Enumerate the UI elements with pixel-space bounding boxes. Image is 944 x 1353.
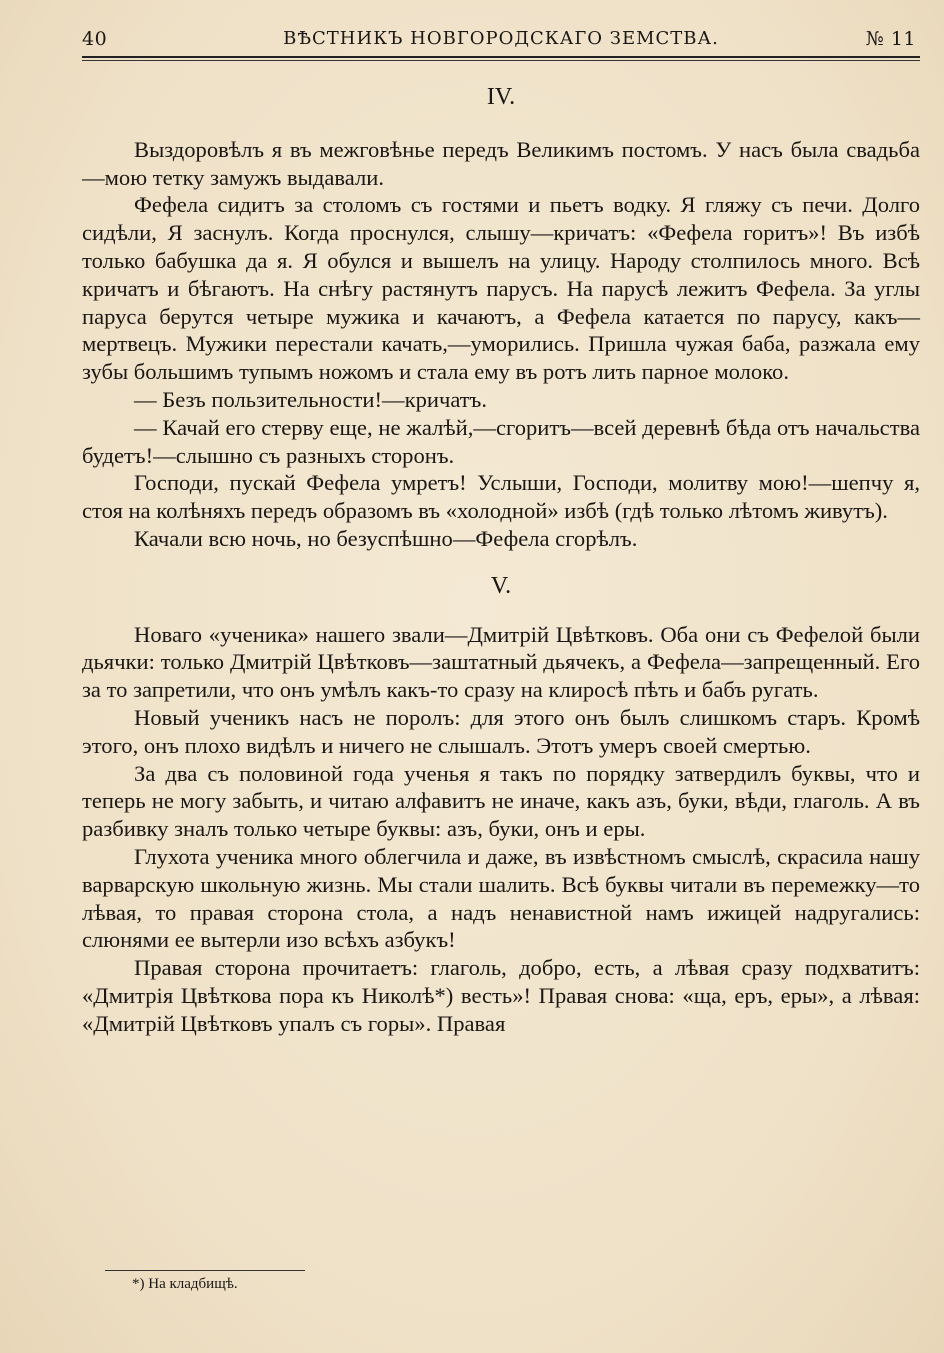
paragraph: За два съ половиной года ученья я такъ по порядку затвердилъ буквы, что и теперь не могу забыть, и читаю алфавитъ не иначе, какъ азъ, буки, вѣди, глаголь. А въ разбивку зналъ только четыре буквы: азъ, буки, онъ и еры. xyxy=(82,760,920,842)
paragraph: Глухота ученика много облегчила и даже, въ извѣстномъ смыслѣ, скрасила нашу варварскую школьную жизнь. Мы стали шалить. Всѣ буквы читали въ перемежку—то лѣвая, то правая сторона стола, а надъ ненавистной намъ ижицей надругались: слюнями ее вытерли изо всѣхъ азбукъ! xyxy=(82,843,920,953)
paragraph: Качали всю ночь, но безуспѣшно—Фефела сгорѣлъ. xyxy=(134,525,638,551)
paragraph: Правая сторона прочитаетъ: глаголь, добро, есть, а лѣвая сразу подхватитъ: «Дмитрія Цвѣткова пора къ Николѣ*) весть»! Правая снова: «ща, еръ, еры», а лѣвая: «Дмитрій Цвѣтковъ упалъ съ горы». Правая xyxy=(82,955,920,1036)
paragraph: — Качай его стерву еще, не жалѣй,—сгоритъ—всей деревнѣ бѣда отъ начальства будетъ!—слышно съ разныхъ сторонъ. xyxy=(82,414,920,468)
paragraph: Выздоровѣлъ я въ межговѣнье передъ Великимъ постомъ. У насъ была свадьба—мою тетку замужъ выдавали. xyxy=(82,136,920,190)
section-numeral-v: V. xyxy=(490,572,512,599)
issue-number: № 11 xyxy=(865,28,916,50)
footnote: *) На кладбищѣ. xyxy=(132,1276,238,1292)
header-rule xyxy=(82,56,920,58)
running-header xyxy=(82,28,920,56)
paragraph: Господи, пускай Фефела умретъ! Услыши, Господи, молитву мою!—шепчу я, стоя на колѣняхъ передъ образомъ въ «холодной» избѣ (гдѣ только лѣтомъ живутъ). xyxy=(82,470,920,524)
paragraph: Фефела сидитъ за столомъ съ гостями и пьетъ водку. Я гляжу съ печи. Долго сидѣли, Я заснулъ. Когда проснулся, слышу—кричатъ: «Фефела горитъ»! Въ избѣ только бабушка да я. Я обулся и вышелъ на улицу. Народу столпилось много. Всѣ кричатъ и бѣгаютъ. На снѣгу растянутъ парусъ. На парусѣ лежитъ Фефела. За углы паруса берутся четыре мужика и качаютъ, а Фефела катается по парусу, какъ—мертвецъ. Мужики перестали качать,—уморились. Пришла чужая баба, разжала ему зубы большимъ тупымъ ножомъ и стала ему въ ротъ лить парное молоко. xyxy=(82,192,920,385)
paragraph: — Безъ пользительности!—кричатъ. xyxy=(134,386,487,412)
section-numeral-iv: IV. xyxy=(486,84,516,110)
paragraph: Новый ученикъ насъ не поролъ: для этого онъ былъ слишкомъ старъ. Кромѣ этого, онъ плохо видѣлъ и ничего не слышалъ. Этотъ умеръ своей смертью. xyxy=(82,704,920,758)
page-number: 40 xyxy=(82,28,108,50)
journal-title: ВѢСТНИКЪ НОВГОРОДСКАГО ЗЕМСТВА. xyxy=(283,28,719,49)
paragraph: Новаго «ученика» нашего звали—Дмитрій Цвѣтковъ. Оба они съ Фефелой были дьячки: только Дмитрій Цвѣтковъ—заштатный дьячекъ, а Фефела—запрещенный. Его за то запретили, что онъ умѣлъ какъ-то сразу на клиросѣ пѣть и бабъ ругать. xyxy=(82,621,920,703)
page-body xyxy=(82,84,920,1038)
header-rule-thin xyxy=(82,60,920,61)
footnote-rule xyxy=(105,1270,305,1271)
